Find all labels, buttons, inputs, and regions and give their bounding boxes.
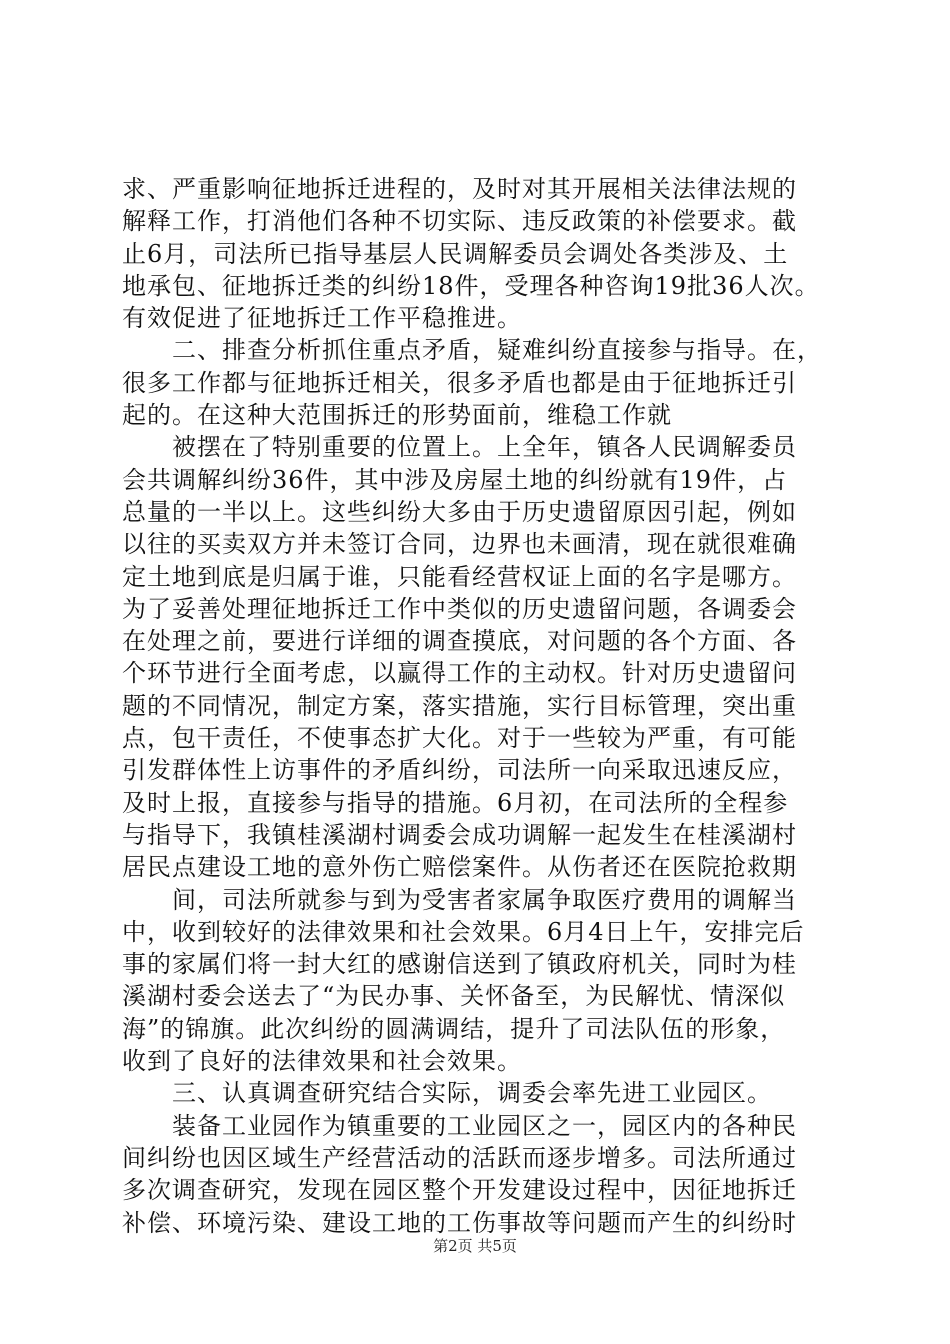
text-line: 点，包干责任，不使事态扩大化。对于一些较为严重，有可能: [122, 724, 797, 753]
document-body: [122, 173, 834, 1239]
text-line: 装备工业园作为镇重要的工业园区之一，园区内的各种民: [172, 1111, 797, 1140]
text-line: 有效促进了征地拆迁工作平稳推进。: [122, 304, 522, 333]
text-line: 求、严重影响征地拆迁进程的，及时对其开展相关法律法规的: [122, 175, 797, 203]
text-line: 很多工作都与征地拆迁相关，很多矛盾也都是由于征地拆迁引: [122, 368, 797, 397]
text-line: 在处理之前，要进行详细的调查摸底，对问题的各个方面、各: [122, 627, 797, 656]
text-line: 补偿、环境污染、建设工地的工伤事故等问题而产生的纠纷时: [122, 1208, 797, 1237]
text-line: 定土地到底是归属于谁，只能看经营权证上面的名字是哪方。: [122, 562, 797, 591]
text-line: 题的不同情况，制定方案，落实措施，实行目标管理，突出重: [122, 691, 797, 720]
text-line: 会共调解纠纷36件，其中涉及房屋土地的纠纷就有19件，占: [122, 465, 788, 494]
text-line: 引发群体性上访事件的矛盾纠纷，司法所一向采取迅速反应，: [122, 756, 797, 785]
text-line: 止6月，司法所已指导基层人民调解委员会调处各类涉及、土: [122, 239, 789, 268]
text-line: 及时上报，直接参与指导的措施。6月初，在司法所的全程参: [122, 788, 789, 817]
text-line: 总量的一半以上。这些纠纷大多由于历史遗留原因引起，例如: [122, 497, 797, 526]
text-line: 三、认真调查研究结合实际，调委会率先进工业园区。: [172, 1079, 772, 1108]
text-line: 事的家属们将一封大红的感谢信送到了镇政府机关，同时为桂: [122, 950, 797, 979]
text-line: 海”的锦旗。此次纠纷的圆满调结，提升了司法队伍的形象，: [122, 1014, 786, 1043]
text-line: 为了妥善处理征地拆迁工作中类似的历史遗留问题，各调委会: [122, 594, 797, 623]
text-line: 间纠纷也因区域生产经营活动的活跃而逐步增多。司法所通过: [122, 1143, 797, 1172]
text-line: 以往的买卖双方并未签订合同，边界也未画清，现在就很难确: [122, 530, 797, 559]
page-footer: 第2页 共5页: [433, 1237, 517, 1255]
text-line: 中，收到较好的法律效果和社会效果。6月4日上午，安排完后: [122, 917, 805, 946]
text-line: 解释工作，打消他们各种不切实际、违反政策的补偿要求。截: [122, 207, 797, 236]
text-line: 与指导下，我镇桂溪湖村调委会成功调解一起发生在桂溪湖村: [122, 820, 797, 849]
text-line: 溪湖村委会送去了“为民办事、关怀备至，为民解忧、情深似: [122, 982, 786, 1011]
text-line: 间，司法所就参与到为受害者家属争取医疗费用的调解当: [172, 885, 797, 914]
text-line: 居民点建设工地的意外伤亡赔偿案件。从伤者还在医院抢救期: [122, 853, 797, 882]
text-line: 二、排查分析抓住重点矛盾，疑难纠纷直接参与指导。在，: [172, 336, 822, 365]
text-line: 被摆在了特别重要的位置上。上全年，镇各人民调解委员: [172, 433, 797, 462]
text-line: 地承包、征地拆迁类的纠纷18件，受理各种咨询19批36人次。: [122, 271, 820, 300]
text-line: 收到了良好的法律效果和社会效果。: [122, 1047, 522, 1076]
text-line: 起的。在这种大范围拆迁的形势面前，维稳工作就: [122, 401, 672, 430]
text-line: 多次调查研究，发现在园区整个开发建设过程中，因征地拆迁: [122, 1176, 797, 1205]
text-line: 个环节进行全面考虑，以赢得工作的主动权。针对历史遗留问: [122, 659, 797, 688]
